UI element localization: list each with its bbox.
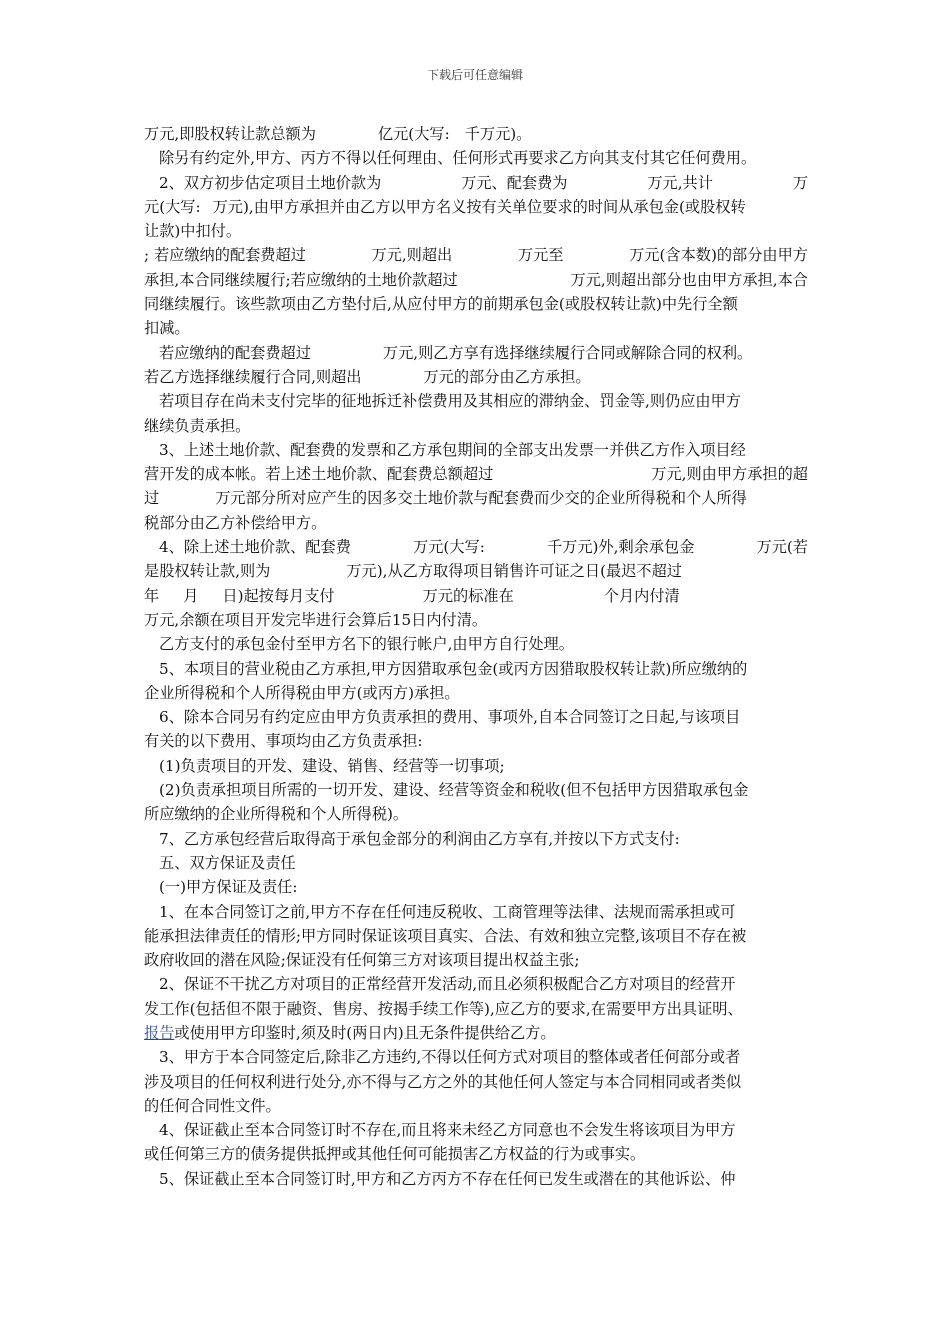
text-line [144,341,808,365]
text-line [144,1118,808,1142]
text-segment: 万元,则乙方享有选择继续履行合同或解除合同的权利。 [382,343,753,362]
text-line [144,389,808,413]
text-segment: 千万元)。 [464,125,532,143]
text-line [144,559,808,583]
text-segment: 4、除上述土地价款、配套费 [159,538,351,557]
text-line [144,778,808,802]
text-line [144,827,808,851]
text-segment: 7、乙方承包经营后取得高于承包金部分的利润由乙方享有,并按以下方式支付: [159,829,680,848]
text-line [144,875,808,899]
text-segment: 乙方支付的承包金付至甲方名下的银行帐户,由甲方自行处理。 [159,635,574,654]
text-line [144,243,808,267]
text-segment: 营开发的成本帐。若上述土地价款、配套费总额超过 [144,465,494,484]
text-segment: 亿元(大写: [377,125,450,143]
text-segment: (1)负责项目的开发、建设、销售、经营等一切事项; [159,756,505,775]
text-line [144,511,808,535]
text-line [144,122,808,146]
text-line [144,972,808,996]
text-line [144,681,808,705]
text-line [144,486,808,510]
text-line [144,705,808,729]
text-segment: 万元(含本数)的部分由甲方 [629,246,808,265]
text-segment: 个月内付清 [603,586,680,605]
text-segment: 所应缴纳的企业所得税和个人所得税)。 [144,805,409,824]
text-line [144,632,808,656]
text-segment: 继续负责承担。 [144,416,251,435]
text-segment: 税部分由乙方补偿给甲方。 [144,513,327,532]
text-segment: 6、除本合同另有约定应由甲方负责承担的费用、事项外,自本合同签订之日起,与该项目 [159,708,741,727]
text-segment: 或任何第三方的债务提供抵押或其他任何可能损害乙方权益的行为或事实。 [144,1145,646,1164]
text-line [144,851,808,875]
text-segment: 万 [792,173,808,192]
text-segment: 若应缴纳的配套费超过 [159,343,311,362]
text-line [144,438,808,462]
text-segment: 千万元)外,剩余承包金 [546,538,695,557]
text-line [144,900,808,924]
text-line [144,414,808,438]
text-segment: 万元,则由甲方承担的超 [651,465,808,484]
text-line [144,268,808,292]
text-segment: 过 [144,489,160,508]
text-segment: 扣减。 [144,319,190,338]
text-segment: 万元至 [517,246,564,265]
text-segment: 2、保证不干扰乙方对项目的正常经营开发活动,而且必须积极配合乙方对项目的经营开 [159,975,736,994]
text-segment: 企业所得税和个人所得税由甲方(或丙方)承担。 [144,683,460,702]
text-segment: 若项目存在尚未支付完毕的征地拆迁补偿费用及其相应的滞纳金、罚金等,则仍应由甲方 [159,392,741,411]
text-segment: 万元),从乙方取得项目销售许可证之日(最迟不超过 [346,562,682,581]
text-segment: 承担,本合同继续履行;若应缴纳的土地价款超过 [144,270,458,289]
text-line [144,146,808,170]
text-segment: 同继续履行。该些款项由乙方垫付后,从应付甲方的前期承包金(或股权转让款)中先行全额 [144,295,738,314]
text-segment: 涉及项目的任何权利进行处分,亦不得与乙方之外的其他任何人签定与本合同相同或者类似 [144,1072,742,1091]
text-segment: 2、双方初步估定项目土地价款为 [159,173,382,192]
text-segment: 5、本项目的营业税由乙方承担,甲方因猎取承包金(或丙方因猎取股权转让款)所应缴纳的 [159,659,748,678]
text-segment: 或使用甲方印鉴时,须及时(两日内)且无条件提供给乙方。 [174,1023,556,1042]
text-line [144,1167,808,1191]
text-line [144,754,808,778]
text-segment: 除另有约定外,甲方、丙方不得以任何理由、任何形式再要求乙方向其支付其它任何费用。 [159,149,757,168]
text-line [144,924,808,948]
text-segment: 4、保证截止至本合同签订时不存在,而且将来未经乙方同意也不会发生将该项目为甲方 [159,1121,736,1140]
text-segment: ; 若应缴纳的配套费超过 [144,246,306,265]
contract-body [144,122,808,1191]
text-line [144,657,808,681]
text-segment: 若乙方选择继续履行合同,则超出 [144,367,362,386]
text-segment: 让款)中扣付。 [144,222,242,241]
text-line [144,1045,808,1069]
text-line [144,584,808,608]
text-segment: 万元部分所对应产生的因多交土地价款与配套费而少交的企业所得税和个人所得 [215,489,747,508]
text-segment: 万元的部分由乙方承担。 [423,367,591,386]
text-segment: 年 [144,586,160,605]
text-line [144,948,808,972]
text-segment: 万元(大写: [413,538,485,557]
text-segment: 能承担法律责任的情形;甲方同时保证该项目真实、合法、有效和独立完整,该项目不存在被 [144,926,747,945]
text-segment: 万元(若 [756,538,808,557]
text-segment: (一)甲方保证及责任: [159,878,298,897]
text-segment: 日)起按每月支付 [222,586,335,605]
text-line [144,729,808,753]
text-segment: 月 [183,586,199,605]
text-line [144,1142,808,1166]
text-segment: 3、上述土地价款、配套费的发票和乙方承包期间的全部支出发票一并供乙方作入项目经 [159,440,746,459]
text-line [144,219,808,243]
text-segment: 的任何合同性文件。 [144,1096,281,1115]
text-segment: 万元),由甲方承担并由乙方以甲方名义按有关单位要求的时间从承包金(或股权转 [212,197,746,216]
text-segment: 万元,则超出 [371,246,453,265]
text-segment: 万元,即股权转让款总额为 [144,125,316,143]
text-segment: 万元,共计 [647,173,713,192]
text-segment: 万元,则超出部分也由甲方承担,本合 [570,270,808,289]
text-segment: 万元、配套费为 [461,173,568,192]
text-segment: 5、保证截止至本合同签订时,甲方和乙方丙方不存在任何已发生或潜在的其他诉讼、仲 [159,1169,736,1188]
text-line [144,195,808,219]
text-line [144,535,808,559]
text-segment: 元(大写: [144,197,201,216]
text-line [144,171,808,195]
text-line [144,365,808,389]
text-segment: 3、甲方于本合同签定后,除非乙方违约,不得以任何方式对项目的整体或者任何部分或者 [159,1048,741,1067]
text-line [144,1021,808,1045]
text-line [144,1070,808,1094]
text-line [144,292,808,316]
text-segment: 有关的以下费用、事项均由乙方负责承担: [144,732,423,751]
text-line [144,316,808,340]
text-segment: (2)负责承担项目所需的一切开发、建设、经营等资金和税收(但不包括甲方因猎取承包金 [159,781,749,800]
text-line [144,462,808,486]
text-segment: 万元,余额在项目开发完毕进行会算后15日内付清。 [144,610,488,629]
text-line [144,997,808,1021]
text-segment: 万元的标准在 [422,586,514,605]
text-segment: 政府收回的潜在风险;保证没有任何第三方对该项目提出权益主张; [144,951,580,970]
text-segment: 1、在本合同签订之前,甲方不存在任何违反税收、工商管理等法律、法规而需承担或可 [159,902,736,921]
report-link[interactable]: 报告 [144,1023,175,1042]
text-segment: 发工作(包括但不限于融资、售房、按揭手续工作等),应乙方的要求,在需要甲方出具证明、 [144,999,743,1018]
text-segment: 五、双方保证及责任 [159,853,296,872]
text-line [144,608,808,632]
text-line [144,1094,808,1118]
text-segment: 是股权转让款,则为 [144,562,271,581]
text-line [144,802,808,826]
page-header: 下载后可任意编辑 [426,68,523,82]
